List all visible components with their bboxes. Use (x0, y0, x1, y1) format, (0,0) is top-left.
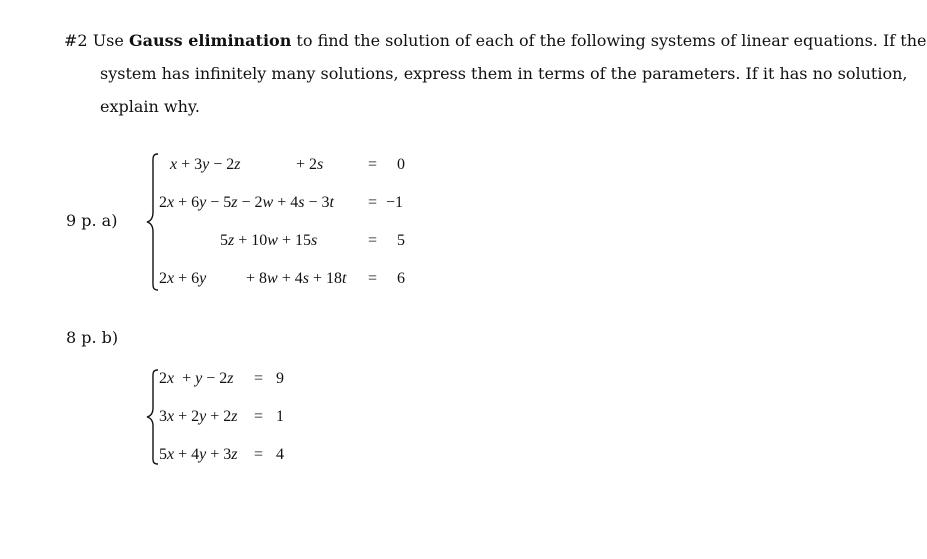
eq-lhs: x + 3y − 2z (170, 156, 241, 173)
problem-line-2: system has infinitely many solutions, express them in terms of the parameters. If it has no solution, (100, 64, 908, 83)
part-a-label: 9 p. a) (66, 211, 118, 230)
eq-sign: = (254, 446, 264, 463)
intro-text: Use (92, 31, 124, 50)
bold-term: Gauss elimination (128, 31, 292, 50)
eq-rhs: 5 (397, 232, 405, 249)
eq-sign: = (254, 408, 264, 425)
eq-rhs: 6 (397, 270, 405, 287)
eq-rhs: −1 (386, 194, 404, 211)
line1-rest: to find the solution of each of the following systems of linear equations. If the (296, 31, 927, 50)
part-b-label: 8 p. b) (66, 328, 119, 347)
eq-lhs: 3x + 2y + 2z (159, 408, 238, 425)
eq-lhs: 2x + y − 2z (159, 370, 234, 387)
eq-rhs: 9 (276, 370, 284, 387)
problem-line-3: explain why. (100, 97, 200, 116)
eq-rhs: 4 (276, 446, 284, 463)
eq-rhs: 0 (397, 156, 405, 173)
problem-line-1 (64, 24, 927, 57)
eq-lhs: 5z + 10w + 15s (220, 232, 318, 249)
part-a-equation-3 (146, 232, 426, 252)
eq-sign: = (368, 156, 378, 173)
part-b-equation-2 (146, 408, 306, 428)
problem-number: #2 (64, 31, 88, 50)
eq-sign: = (368, 194, 378, 211)
part-b-equation-3 (146, 446, 306, 466)
eq-sign: = (254, 370, 264, 387)
problem-statement (64, 24, 927, 123)
eq-lhs: 5x + 4y + 3z (159, 446, 238, 463)
eq-sign: = (368, 270, 378, 287)
part-a-equation-4 (146, 270, 426, 290)
part-a-equation-1 (146, 156, 426, 176)
part-b-system (146, 368, 306, 466)
part-a-equation-2 (146, 194, 426, 214)
eq-lhs: 2x + 6y − 5z − 2w + 4s − 3t (159, 194, 334, 211)
eq-rhs: 1 (276, 408, 284, 425)
eq-lhs-extra: + 2s (296, 156, 324, 173)
eq-lhs-extra: + 8w + 4s + 18t (246, 270, 347, 287)
part-a-system (146, 152, 426, 292)
eq-lhs: 2x + 6y (159, 270, 207, 287)
part-b-equation-1 (146, 370, 306, 390)
eq-sign: = (368, 232, 378, 249)
